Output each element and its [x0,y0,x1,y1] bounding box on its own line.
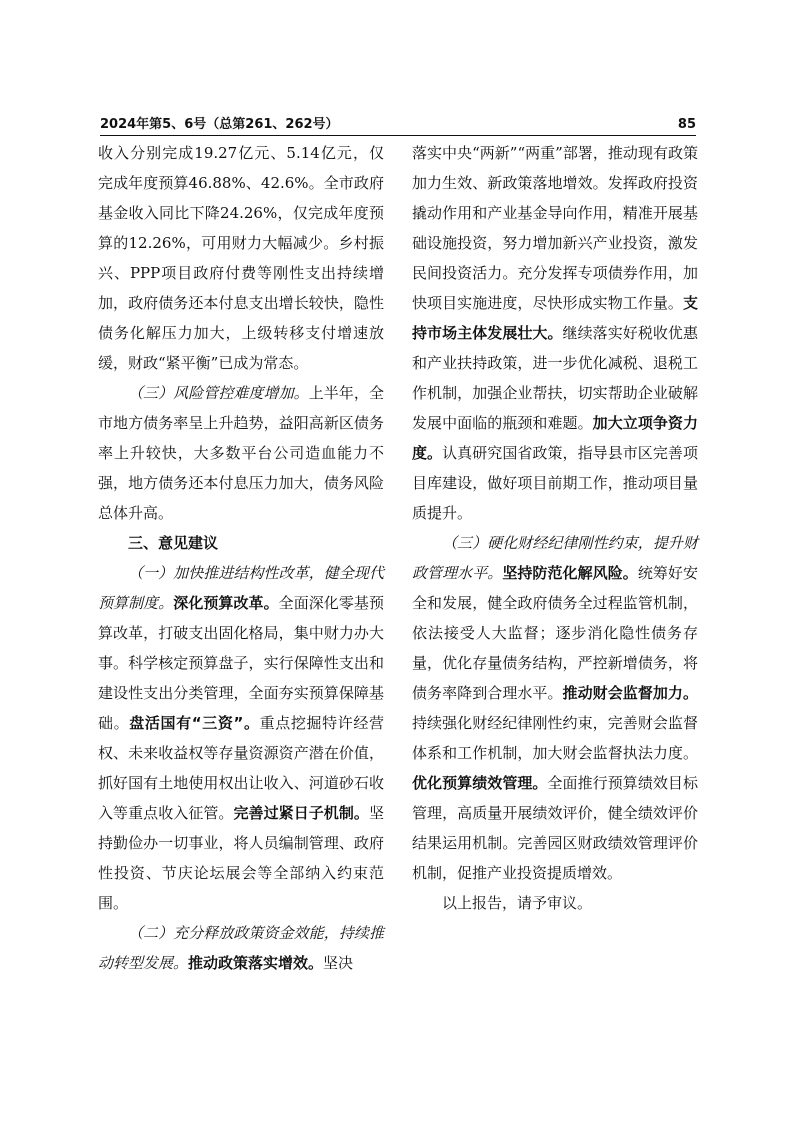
paragraph [98,558,384,918]
bold-lead: 支持市场主体发展壮大。 [412,294,698,342]
header-rule [100,135,696,136]
paragraph-text: 重点挖掘特许经营权、未来收益权等存量资源资产潜在价值，抓好国有土地使用权出让收入、河道砂石收入等重点收入征管。 [98,714,384,822]
page-number: 85 [677,117,696,132]
issue-label: 2024年第5、6号（总第261、262号） [100,117,339,132]
paragraph-text: 持续强化财经纪律刚性约束，完善财会监督体系和工作机制，加大财会监督执法力度。 [412,714,698,762]
left-column [98,138,384,978]
bold-lead: 坚持防范化解风险。 [502,564,638,582]
closing-line: 以上报告，请予审议。 [442,894,593,912]
bold-lead: 深化预算改革。 [173,594,279,612]
paragraph [98,918,384,978]
paragraph-text: 认真研究国省政策，指导县市区完善项目库建设，做好项目前期工作，推动项目量质提升。 [412,444,698,522]
section-heading: 三、意见建议 [128,534,219,552]
paragraph [412,528,698,888]
paragraph-text: 坚决 [323,954,354,972]
paragraph-text: 上半年，全市地方债务率呈上升趋势，益阳高新区债务率上升较快，大多数平台公司造血能力不强，地方债务还本付息压力加大，债务风险总体升高。 [98,384,384,522]
bold-lead: 推动政策落实增效。 [188,954,324,972]
bold-lead: 完善过紧日子机制。 [233,804,369,822]
paragraph-text: 收入分别完成19.27亿元、5.14亿元，仅完成年度预算46.88%、42.6%。全市政府基金收入同比下降24.26%，仅完成年度预算的12.26%，可用财力大幅减少。乡村振兴、PPP项目政府付费等刚性支出持续增加，政府债务还本付息支出增长较快，隐性债务化解压力加大，上级转移支付增速放缓，财政“紧平衡”已成为常态。 [98,144,384,372]
paragraph-text: 继续落实好税收优惠和产业扶持政策，进一步优化减税、退税工作机制，加强企业帮扶，切实帮助企业破解发展中面临的瓶颈和难题。 [412,324,698,432]
subheading: （一）加快推进结构性改革，健全现代预算制度。 [98,564,384,612]
paragraph [98,378,384,528]
paragraph-text: 全面推行预算绩效目标管理，高质量开展绩效评价，健全绩效评价结果运用机制。完善园区财政绩效管理评价机制，促推产业投资提质增效。 [412,774,698,882]
paragraph-text: 全面深化零基预算改革，打破支出固化格局，集中财力办大事。科学核定预算盘子，实行保障性支出和建设性支出分类管理，全面夯实预算保障基础。 [98,594,384,732]
paragraph-text: 坚持勤俭办一切事业，将人员编制管理、政府性投资、节庆论坛展会等全部纳入约束范围。 [98,804,384,912]
subheading: （二）充分释放政策资金效能，持续推动转型发展。 [98,924,384,972]
bold-lead: 推动财会监督加力。 [562,684,698,702]
bold-lead: 优化预算绩效管理。 [412,774,548,792]
right-column [412,138,698,918]
bold-lead: 盘活国有“三资”。 [129,714,260,732]
paragraph-text: 落实中央“两新”“两重”部署，推动现有政策加力生效、新政策落地增效。发挥政府投资撬动作用和产业基金导向作用，精准开展基础设施投资，努力增加新兴产业投资，激发民间投资活力。充分发挥专项债券作用，加快项目实施进度，尽快形成实物工作量。 [412,144,698,312]
paragraph [412,138,698,528]
bold-lead: 加大立项争资力度。 [412,414,698,462]
subheading: （三）硬化财经纪律刚性约束，提升财政管理水平。 [412,534,698,582]
paragraph [98,138,384,378]
subheading: （三）风险管控难度增加。 [128,384,309,402]
paragraph-text: 统筹好安全和发展，健全政府债务全过程监管机制，依法接受人大监督；逐步消化隐性债务存量，优化存量债务结构，严控新增债务，将债务率降到合理水平。 [412,564,698,702]
page-header [100,116,696,134]
